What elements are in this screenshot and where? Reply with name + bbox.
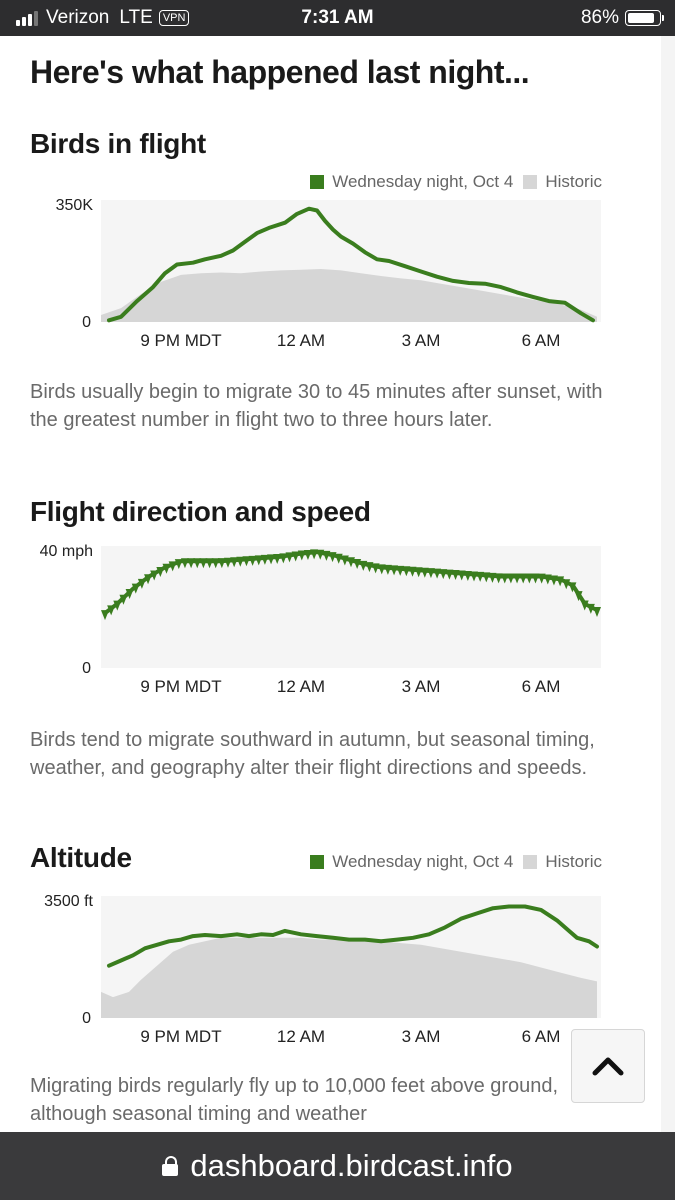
altitude-chart: [0, 882, 661, 1052]
flight-direction-chart: [0, 532, 661, 702]
birds-in-flight-chart: [0, 186, 661, 356]
legend-swatch-historic: [523, 855, 537, 869]
x-tick-label: 3 AM: [401, 677, 441, 696]
x-tick-label: 12 AM: [276, 1027, 326, 1046]
x-tick-label: 6 AM: [521, 331, 561, 350]
chart-legend: [310, 852, 602, 872]
chevron-up-icon: [591, 1055, 625, 1077]
section-title-birds-in-flight: Birds in flight: [30, 128, 206, 159]
clock-time: 7:31 AM: [301, 7, 374, 28]
vpn-badge: VPN: [159, 10, 190, 26]
scroll-to-top-button[interactable]: [571, 1029, 645, 1103]
network-type: LTE: [119, 7, 153, 28]
legend-item-current[interactable]: [310, 852, 513, 872]
x-tick-label: 9 PM MDT: [140, 1027, 222, 1046]
x-tick-label: 9 PM MDT: [140, 677, 222, 696]
y-tick-label-max: 350K: [55, 197, 93, 214]
y-tick-label-min: 0: [82, 1010, 91, 1027]
legend-label-historic: Historic: [545, 172, 602, 191]
y-tick-label-min: 0: [82, 314, 91, 331]
scrollbar-track[interactable]: [661, 36, 675, 1132]
x-tick-label: 6 AM: [521, 677, 561, 696]
y-tick-label-min: 0: [82, 660, 91, 677]
page-title: Here's what happened last night...: [30, 54, 530, 90]
flight-direction-description: Birds tend to migrate southward in autumn, but seasonal timing, weather, and geography alter their flight directions and speeds.: [30, 729, 595, 779]
url-text: dashboard.birdcast.info: [190, 1148, 513, 1183]
legend-swatch-current: [310, 855, 324, 869]
legend-item-historic[interactable]: [523, 852, 602, 872]
section-title-flight-direction: Flight direction and speed: [30, 496, 371, 527]
carrier-name: Verizon: [46, 7, 110, 28]
page-content[interactable]: [0, 36, 661, 1132]
y-tick-label-max: 40 mph: [39, 543, 93, 560]
battery-icon: [625, 10, 661, 26]
x-tick-label: 9 PM MDT: [140, 331, 222, 350]
battery-percent: 86%: [580, 7, 619, 28]
x-tick-label: 6 AM: [521, 1027, 561, 1046]
section-title-altitude: Altitude: [30, 842, 132, 873]
status-right: [581, 7, 661, 29]
legend-label-current: Wednesday night, Oct 4: [332, 172, 514, 191]
altitude-description: Migrating birds regularly fly up to 10,000 feet above ground, although seasonal timing and weather: [30, 1075, 559, 1125]
birds-in-flight-description: Birds usually begin to migrate 30 to 45 minutes after sunset, with the greatest number in flight two to three hours later.: [30, 381, 603, 431]
address-bar[interactable]: [0, 1132, 675, 1200]
legend-label-historic: Historic: [545, 852, 602, 871]
y-tick-label-max: 3500 ft: [44, 893, 93, 910]
x-tick-label: 12 AM: [276, 677, 326, 696]
status-bar: [0, 0, 675, 36]
legend-label-current: Wednesday night, Oct 4: [332, 852, 514, 871]
x-tick-label: 3 AM: [401, 331, 441, 350]
x-tick-label: 3 AM: [401, 1027, 441, 1046]
lock-icon: [162, 1156, 178, 1176]
x-tick-label: 12 AM: [276, 331, 326, 350]
